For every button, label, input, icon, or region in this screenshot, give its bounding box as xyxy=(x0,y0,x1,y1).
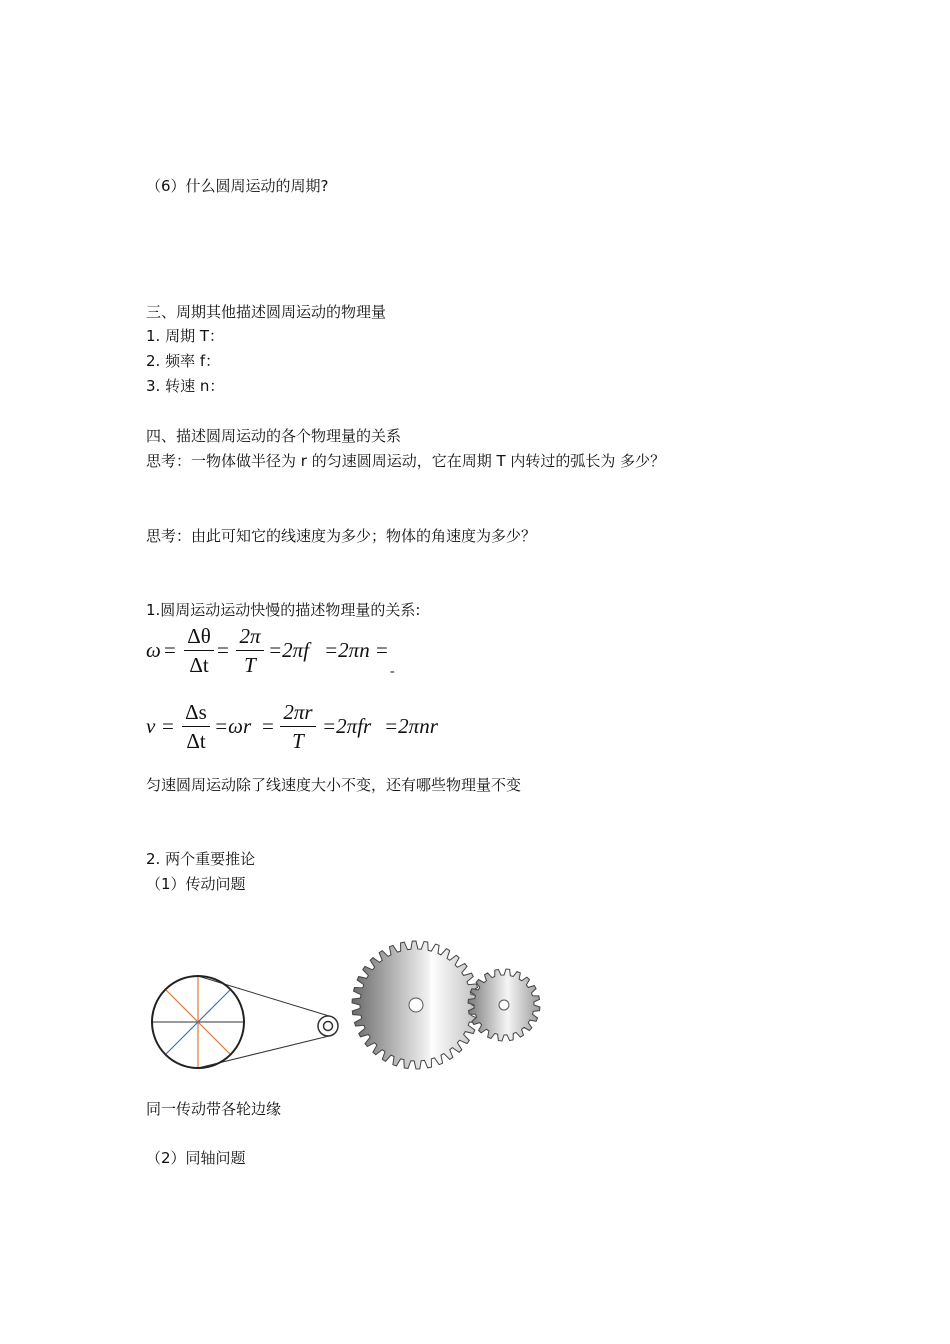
omega-2pin: =2πn xyxy=(324,638,370,662)
uniform-note: 匀速圆周运动除了线速度大小不变，还有哪些物理量不变 xyxy=(146,776,522,794)
think-2: 思考：由此可知它的线速度为多少；物体的角速度为多少？ xyxy=(146,527,537,545)
omega-2pif: =2πf xyxy=(268,638,310,662)
coaxial-problem: （2）同轴问题 xyxy=(146,1149,246,1167)
omega-fraction-dtheta xyxy=(184,624,214,677)
omega-dash: - xyxy=(390,664,395,679)
v-2pifr: =2πfr xyxy=(322,714,372,738)
small-gear-hole xyxy=(499,1000,509,1010)
question-6: （6）什么圆周运动的周期? xyxy=(146,177,329,195)
item-speed: 3. 转速 n： xyxy=(146,377,225,395)
belt-drive-diagram xyxy=(146,968,346,1076)
v-fraction-ds xyxy=(182,700,210,753)
v-f1-num: Δs xyxy=(185,700,207,724)
v-fraction-2pir-t xyxy=(280,700,316,753)
think-1: 思考：一物体做半径为 r 的匀速圆周运动，它在周期 T 内转过的弧长为 多少？ xyxy=(146,452,666,470)
omega-f1-den: Δt xyxy=(189,653,209,677)
v-f1-den: Δt xyxy=(186,729,206,753)
transmission-problem: （1）传动问题 xyxy=(146,875,246,893)
gear-pair-diagram xyxy=(350,938,544,1072)
inferences-heading: 2. 两个重要推论 xyxy=(146,850,256,868)
omega-f2-den: T xyxy=(244,653,256,677)
belt-caption: 同一传动带各轮边缘 xyxy=(146,1100,282,1118)
v-lhs: v xyxy=(146,714,156,738)
section-4-title: 四、描述圆周运动的各个物理量的关系 xyxy=(146,427,402,445)
large-gear-hole xyxy=(409,998,423,1012)
v-f2-den: T xyxy=(292,729,304,753)
relation-heading: 1.圆周运动运动快慢的描述物理量的关系: xyxy=(146,601,421,619)
omega-fraction-2pi-t xyxy=(236,624,264,677)
v-eq: = xyxy=(162,714,174,738)
omega-trailing-eq: = xyxy=(376,638,388,662)
item-period: 1. 周期 T： xyxy=(146,327,225,345)
v-eq2: = xyxy=(262,714,274,738)
v-f2-num: 2πr xyxy=(283,700,313,724)
v-omega-r: =ωr xyxy=(214,714,252,738)
omega-f1-num: Δθ xyxy=(187,624,211,648)
omega-eq: = xyxy=(164,638,176,662)
section-3-title: 三、周期其他描述圆周运动的物理量 xyxy=(146,303,387,321)
v-2pinr: =2πnr xyxy=(384,714,438,738)
omega-f2-num: 2π xyxy=(239,624,261,648)
item-frequency: 2. 频率 f： xyxy=(146,352,221,370)
omega-eq2: = xyxy=(217,638,229,662)
omega-lhs: ω xyxy=(146,638,161,662)
